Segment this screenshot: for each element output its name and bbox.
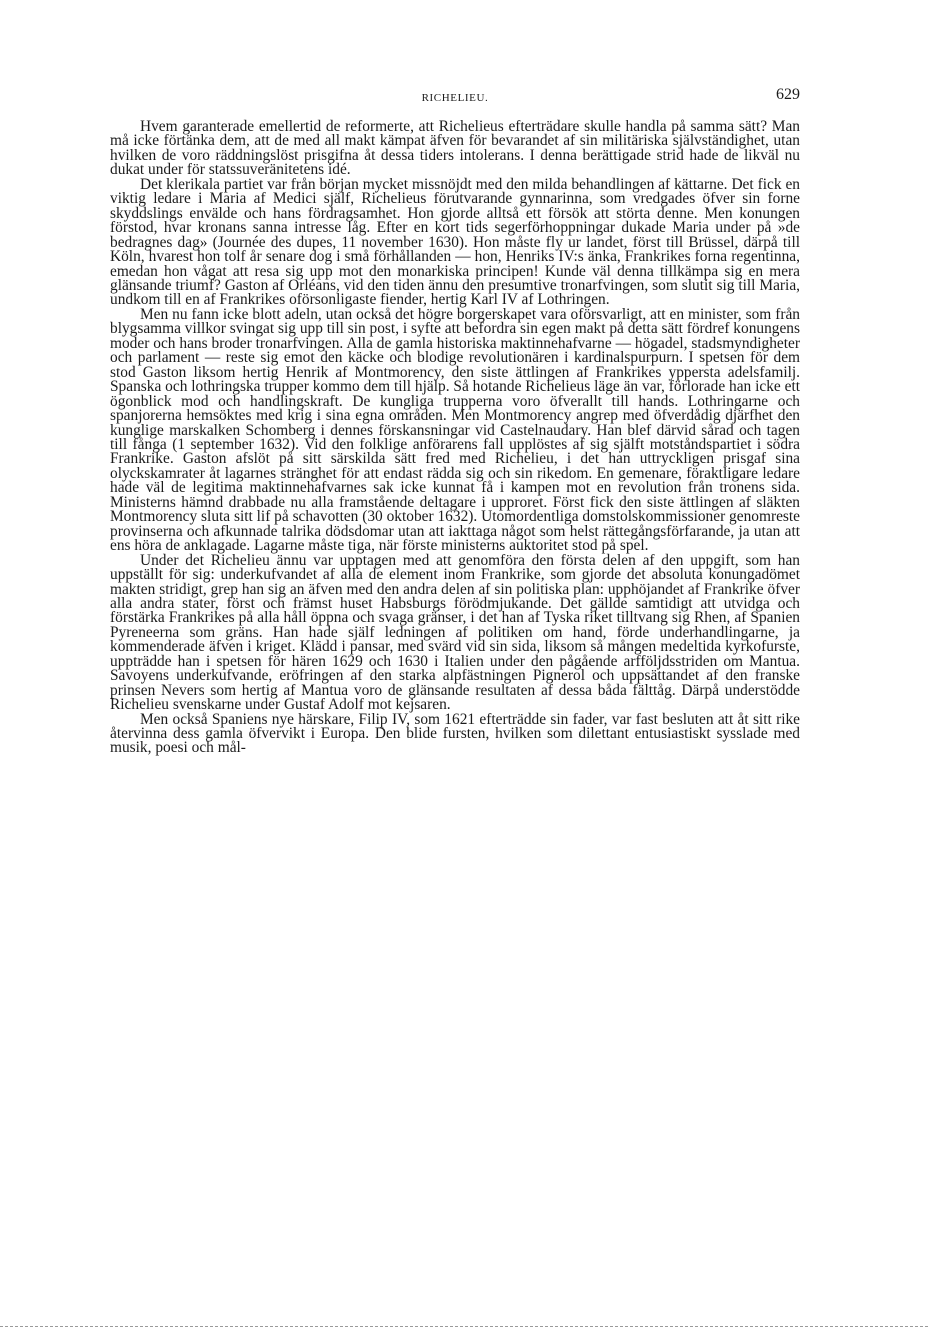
paragraph: Men också Spaniens nye härskare, Filip IV, som 1621 efterträdde sin fader, var fast besluten att åt sitt rike återvinna dess gamla öfvervikt i Europa. Den blide fursten, hvilken som dilettant entusiastiskt sysslade med musik, poesi och mål-	[110, 710, 800, 757]
paragraph: Det klerikala partiet var från början mycket missnöjdt med den milda behandlingen af kättarne. Det fick en viktig ledare i Maria af Medici själf, Richelieus förutvarande gynnarinna, som vredgades öfver sin forne skyddslings envälde och hans fördragsamhet. Hon gjorde alltså ett försök att störta denne. Men konungen förstod, hvar kronans sanna intresse låg. Efter en kort tids segerförhoppningar dukade Maria under på »de bedragnes dag» (Journée des dupes, 11 november 1630). Hon måste fly ur landet, först till Brüssel, därpå till Köln, hvarest hon tolf år senare dog i små förhållanden — hon, Henriks IV:s änka, Frankrikes forna regentinna, emedan hon vågat att resa sig upp mot den monarkiska principen! Kunde väl denna tillkämpa sig en mera glänsande triumf? Gaston af Orléans, vid den tiden ännu den presumtive tronarfvingen, som slutit sig till Maria, undkom till en af Frankrikes oförsonligaste fiender, hertig Karl IV af Lothringen.	[110, 175, 800, 309]
body-text	[110, 120, 800, 756]
page-header	[110, 86, 800, 110]
paragraph: Men nu fann icke blott adeln, utan också det högre borgerskapet vara oförsvarligt, att en minister, som från blygsamma villkor svingat sig upp till sin post, i syfte att befordra sin egen makt på detta sätt fördref konungens moder och hans broder tronarfvingen. Alla de gamla historiska maktinnehafvarne — högadel, stadsmyndigheter och parlament — reste sig emot den käcke och blodige revolutionären i kardinalspurpurn. I spetsen för dem stod Gaston liksom hertig Henrik af Montmorency, den siste ättlingen af Frankrikes yppersta adelsfamilj. Spanska och lothringska trupper kommo dem till hjälp. Så hotande Richelieus läge än var, förlorade han icke ett ögonblick mod och handlingskraft. De kungliga trupperna voro öfverallt till hands. Lothringarne och spanjorerna hemsöktes med krig i sina egna områden. Men Montmorency angrep med öfverdådig djärfhet den kunglige marskalken Schomberg i dennes förskansningar vid Castelnaudary. Han blef därvid sårad och tagen till fånga (1 september 1632). Vid den folklige anförarens fall upplöstes af sig själft motståndspartiet i södra Frankrike. Gaston afslöt på sitt särskilda sätt fred med Richelieu, i det han uttryckligen prisgaf sina olyckskamrater åt lagarnes stränghet för att endast rädda sig och sin rikedom. En gemenare, föraktligare ledare hade väl de legitima maktinnehafvarnes sak icke kunnat få i kampen mot en revolution från tronens sida. Ministerns hämnd drabbade nu alla framstående deltagare i upproret. Först fick den siste ättlingen af släkten Montmorency sluta sitt lif på schavotten (30 oktober 1632). Utomordentliga domstolskommissioner genomreste provinserna och afkunnade talrika dödsdomar utan att iakttaga något som helst rättegångsförfarande, ja utan att ens höra de anklagade. Lagarne måste tiga, när förste ministerns auktoritet stod på spel.	[110, 305, 800, 555]
paragraph: Hvem garanterade emellertid de reformerte, att Richelieus efterträdare skulle handla på samma sätt? Man må icke förtänka dem, att de med all makt kämpat äfven för bevarandet af sin militäriska självständighet, utan hvilken de voro räddningslöst prisgifna åt dessa tiders intolerans. I denna berättigade strid hade de likväl nu dukat under för statssuveränitetens idé.	[110, 118, 800, 179]
scan-edge-rule	[0, 1326, 928, 1327]
paragraph: Under det Richelieu ännu var upptagen med att genomföra den första delen af den uppgift, som han uppställt för sig: underkufvandet af alla de element inom Frankrike, som gjorde det absoluta konungadömet makten stridigt, grep han sig an äfven med den andra delen af sin politiska plan: upphöjandet af Frankrike öfver alla andra stater, först och främst huset Habsburgs förödmjukande. Det gällde samtidigt att utvidga och förstärka Frankrikes på alla håll öppna och svaga gränser, i det han af Tyska riket tilltvang sig Rhen, af Spanien Pyreneerna som gräns. Han hade själf ledningen af politiken om hand, förde underhandlingarne, ja kommenderade äfven i kriget. Klädd i pansar, med svärd vid sin sida, liksom så mången medeltida kyrkofurste, uppträdde han i spetsen för hären 1629 och 1630 i Italien under den pågående arfföljdsstriden om Mantua. Savoyens underkufvande, eröfringen af den starka alpfästningen Pignerol och uppsättandet af den franske prinsen Nevers som hertig af Mantua voro de glänsande resultaten af dessa båda fälttåg. Därpå understödde Richelieu svenskarne under Gustaf Adolf mot kejsaren.	[110, 551, 800, 714]
page-number: 629	[776, 86, 800, 103]
running-head: RICHELIEU.	[421, 92, 489, 104]
